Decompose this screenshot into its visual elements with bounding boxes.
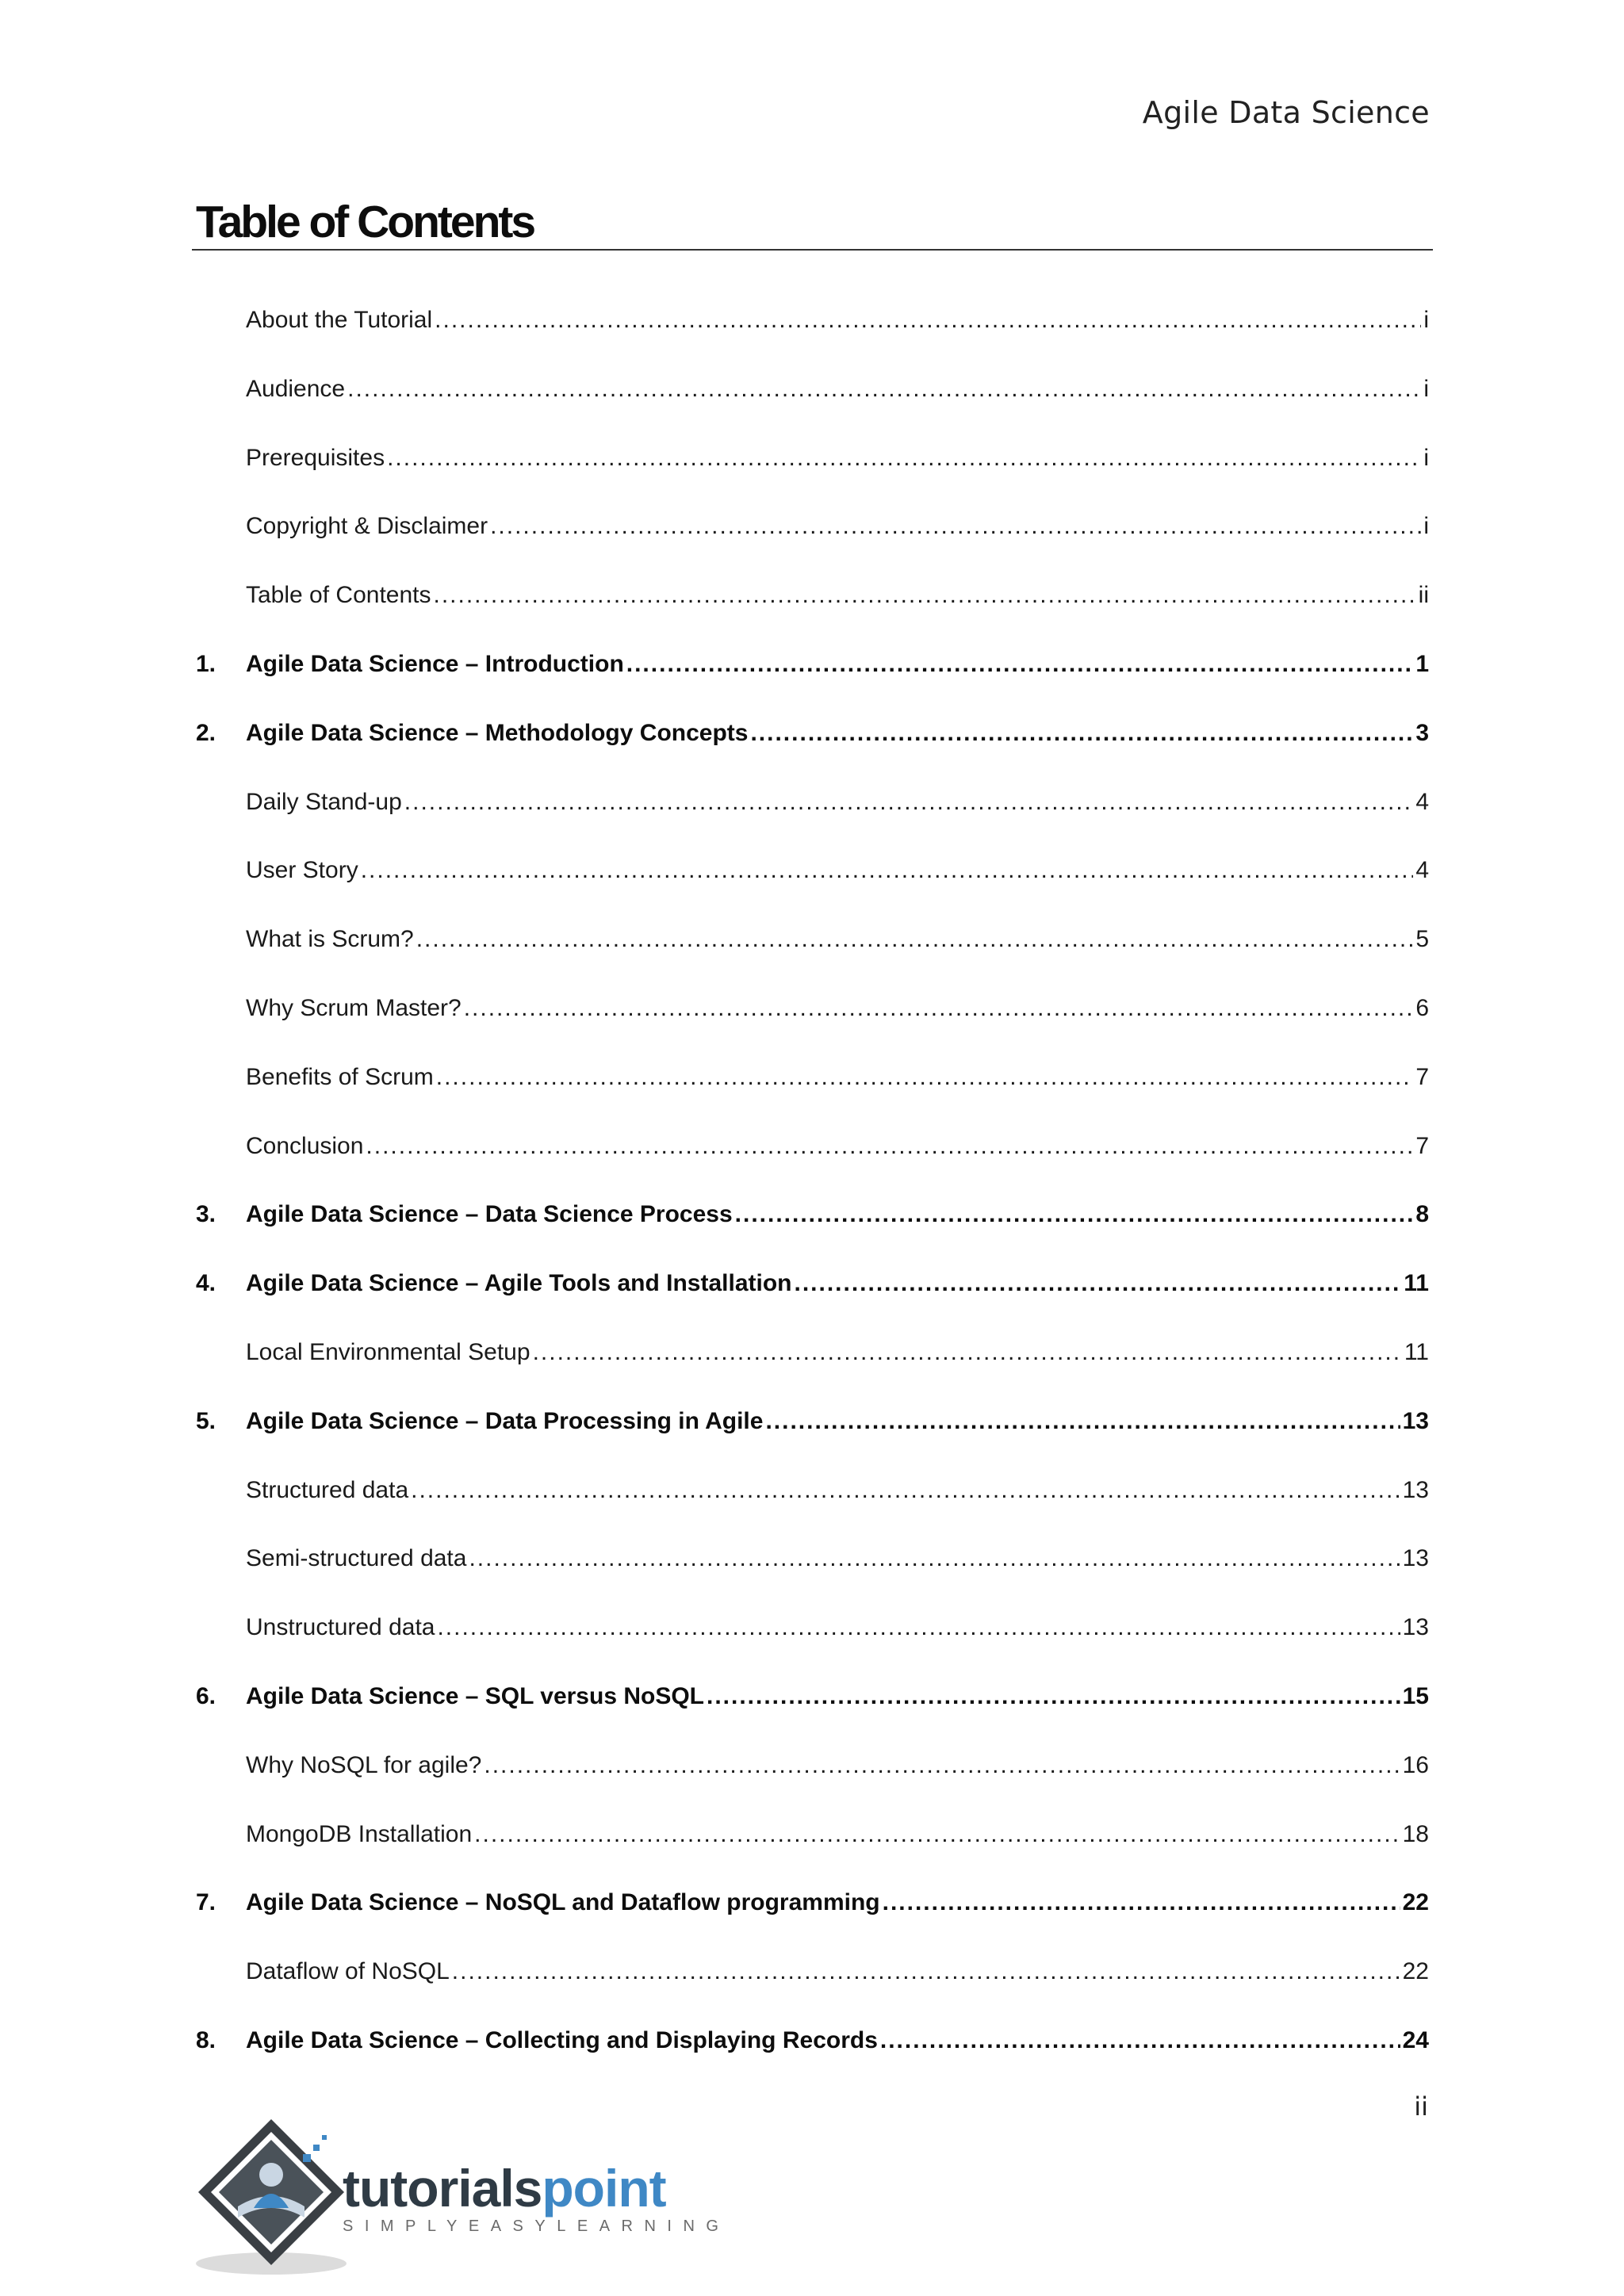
toc-entry-label: Why NoSQL for agile? [246, 1751, 482, 1778]
toc-entry-label: Agile Data Science – Agile Tools and Installation [246, 1270, 792, 1297]
toc-dot-leader [452, 1951, 1400, 1992]
toc-dot-leader [765, 1401, 1400, 1442]
toc-page-number: 7 [1415, 1063, 1429, 1090]
toc-entry-label: User Story [246, 857, 358, 884]
toc-entry-line [246, 369, 1429, 410]
toc-dot-leader [883, 1882, 1400, 1923]
toc-section-entry [0, 1057, 1624, 1098]
toc-dot-leader [433, 575, 1415, 616]
toc-section-entry [0, 1607, 1624, 1648]
toc-page-number: 22 [1402, 1958, 1429, 1985]
toc-entry-label: Dataflow of NoSQL [246, 1958, 450, 1985]
toc-section-entry [0, 1951, 1624, 1992]
toc-page-number: i [1423, 375, 1429, 402]
toc-entry-label: Agile Data Science – Data Processing in Agile [246, 1407, 764, 1434]
toc-entry-label: Unstructured data [246, 1614, 435, 1641]
toc-chapter-entry [0, 644, 1624, 685]
toc-section-entry [0, 1126, 1624, 1167]
toc-chapter-number: 6. [196, 1683, 216, 1709]
title-divider [192, 249, 1433, 251]
toc-page-number: 11 [1404, 1339, 1429, 1365]
toc-chapter-entry [0, 713, 1624, 754]
toc-dot-leader [437, 1607, 1400, 1648]
toc-chapter-entry [0, 1263, 1624, 1304]
toc-chapter-number: 3. [196, 1201, 216, 1228]
toc-dot-leader [347, 369, 1421, 410]
toc-page-number: 7 [1415, 1132, 1429, 1159]
toc-page-number: ii [1418, 582, 1429, 609]
toc-dot-leader [707, 1676, 1400, 1717]
toc-dot-leader [626, 644, 1414, 685]
toc-dot-leader [416, 919, 1414, 960]
toc-section-entry [0, 300, 1624, 341]
toc-dot-leader [464, 988, 1414, 1029]
toc-section-entry [0, 782, 1624, 823]
toc-entry-label: Audience [246, 375, 346, 402]
toc-chapter-entry [0, 1401, 1624, 1442]
toc-entry-label: Copyright & Disclaimer [246, 513, 488, 540]
toc-entry-label: Semi-structured data [246, 1545, 467, 1572]
toc-dot-leader [404, 782, 1414, 823]
logo-wordmark [343, 2160, 666, 2216]
toc-dot-leader [435, 300, 1421, 341]
toc-section-entry [0, 438, 1624, 479]
toc-page-number: 4 [1415, 857, 1429, 884]
toc-entry-label: Benefits of Scrum [246, 1063, 434, 1090]
toc-section-entry [0, 1745, 1624, 1786]
toc-chapter-number: 1. [196, 651, 216, 677]
toc-entry-line [246, 713, 1429, 754]
logo-tagline: SIMPLYEASYLEARNING [343, 2218, 730, 2235]
toc-entry-line [246, 438, 1429, 479]
toc-entry-line [246, 782, 1429, 823]
toc-page-number: 18 [1402, 1820, 1429, 1847]
toc-entry-line [246, 1470, 1429, 1511]
toc-section-entry [0, 850, 1624, 891]
toc-entry-label: Prerequisites [246, 444, 385, 471]
toc-section-entry [0, 575, 1624, 616]
toc-section-entry [0, 1814, 1624, 1855]
toc-entry-line [246, 1676, 1429, 1717]
toc-entry-label: Agile Data Science – NoSQL and Dataflow programming [246, 1889, 880, 1916]
publisher-logo [192, 2113, 730, 2279]
toc-entry-line [246, 1263, 1429, 1304]
toc-page-number: 13 [1402, 1476, 1429, 1503]
toc-page-number: 13 [1402, 1614, 1429, 1641]
toc-entry-line [246, 850, 1429, 891]
toc-entry-label: Daily Stand-up [246, 788, 402, 815]
toc-dot-leader [735, 1194, 1414, 1235]
toc-entry-line [246, 575, 1429, 616]
toc-entry-line [246, 1814, 1429, 1855]
toc-entry-line [246, 1194, 1429, 1235]
toc-section-entry [0, 506, 1624, 547]
toc-entry-label: Table of Contents [246, 582, 431, 609]
toc-page-number: 8 [1415, 1201, 1429, 1228]
logo-wordmark-part2: point [542, 2159, 666, 2218]
toc-entry-line [246, 1951, 1429, 1992]
toc-page-number: 24 [1402, 2027, 1429, 2053]
toc-page-number: 1 [1415, 651, 1429, 677]
running-header: Agile Data Science [1142, 95, 1430, 130]
toc-section-entry [0, 1538, 1624, 1579]
toc-dot-leader [490, 506, 1421, 547]
toc-chapter-entry [0, 1194, 1624, 1235]
toc-page-number: 15 [1402, 1683, 1429, 1709]
toc-chapter-entry [0, 2020, 1624, 2061]
toc-entry-line [246, 1332, 1429, 1373]
toc-entry-label: Agile Data Science – Data Science Process [246, 1201, 733, 1228]
toc-section-entry [0, 1332, 1624, 1373]
toc-page-number: 22 [1402, 1889, 1429, 1916]
toc-chapter-number: 2. [196, 719, 216, 746]
page-number: ii [1414, 2091, 1428, 2122]
toc-entry-line [246, 1745, 1429, 1786]
toc-page-number: 13 [1402, 1545, 1429, 1572]
toc-dot-leader [469, 1538, 1400, 1579]
toc-entry-line [246, 1401, 1429, 1442]
toc-dot-leader [366, 1126, 1413, 1167]
logo-wordmark-part1: tutorials [343, 2159, 542, 2218]
toc-section-entry [0, 988, 1624, 1029]
toc-entry-line [246, 1607, 1429, 1648]
toc-page-number: 11 [1404, 1270, 1429, 1297]
toc-entry-label: Agile Data Science – SQL versus NoSQL [246, 1683, 704, 1709]
toc-entry-label: Structured data [246, 1476, 409, 1503]
toc-entry-line [246, 919, 1429, 960]
toc-entry-line [246, 1882, 1429, 1923]
toc-chapter-number: 8. [196, 2027, 216, 2053]
toc-entry-label: Why Scrum Master? [246, 995, 462, 1021]
toc-dot-leader [484, 1745, 1400, 1786]
toc-page-number: i [1423, 444, 1429, 471]
toc-entry-label: What is Scrum? [246, 926, 414, 953]
toc-entry-line [246, 988, 1429, 1029]
toc-entry-line [246, 300, 1429, 341]
toc-dot-leader [533, 1332, 1402, 1373]
toc-page-number: 16 [1402, 1751, 1429, 1778]
toc-entry-label: Local Environmental Setup [246, 1339, 530, 1365]
toc-dot-leader [795, 1263, 1402, 1304]
toc-chapter-number: 5. [196, 1407, 216, 1434]
toc-dot-leader [750, 713, 1413, 754]
toc-dot-leader [880, 2020, 1400, 2061]
toc-entry-label: Agile Data Science – Methodology Concepts [246, 719, 749, 746]
toc-chapter-number: 4. [196, 1270, 216, 1297]
page-title: Table of Contents [196, 197, 534, 247]
toc-dot-leader [474, 1814, 1400, 1855]
toc-page-number: 3 [1415, 719, 1429, 746]
toc-page-number: 5 [1415, 926, 1429, 953]
toc-dot-leader [411, 1470, 1400, 1511]
toc-entry-line [246, 506, 1429, 547]
toc-section-entry [0, 1470, 1624, 1511]
toc-entry-line [246, 2020, 1429, 2061]
toc-entry-label: Conclusion [246, 1132, 364, 1159]
toc-entry-label: About the Tutorial [246, 307, 433, 333]
toc-page-number: 4 [1415, 788, 1429, 815]
toc-entry-line [246, 644, 1429, 685]
toc-entry-label: Agile Data Science – Introduction [246, 651, 624, 677]
toc-chapter-entry [0, 1676, 1624, 1717]
toc-entry-line [246, 1126, 1429, 1167]
toc-dot-leader [436, 1057, 1414, 1098]
toc-chapter-entry [0, 1882, 1624, 1923]
toc-page-number: i [1423, 513, 1429, 540]
toc-dot-leader [361, 850, 1414, 891]
toc-page-number: 13 [1402, 1407, 1429, 1434]
toc-section-entry [0, 369, 1624, 410]
tutorialspoint-logo-icon [192, 2113, 350, 2279]
toc-section-entry [0, 919, 1624, 960]
toc-page-number: 6 [1415, 995, 1429, 1021]
toc-entry-line [246, 1538, 1429, 1579]
toc-entry-label: MongoDB Installation [246, 1820, 473, 1847]
toc-dot-leader [387, 438, 1421, 479]
toc-entry-label: Agile Data Science – Collecting and Displaying Records [246, 2027, 878, 2053]
toc-page-number: i [1423, 307, 1429, 333]
toc-chapter-number: 7. [196, 1889, 216, 1916]
toc-entry-line [246, 1057, 1429, 1098]
